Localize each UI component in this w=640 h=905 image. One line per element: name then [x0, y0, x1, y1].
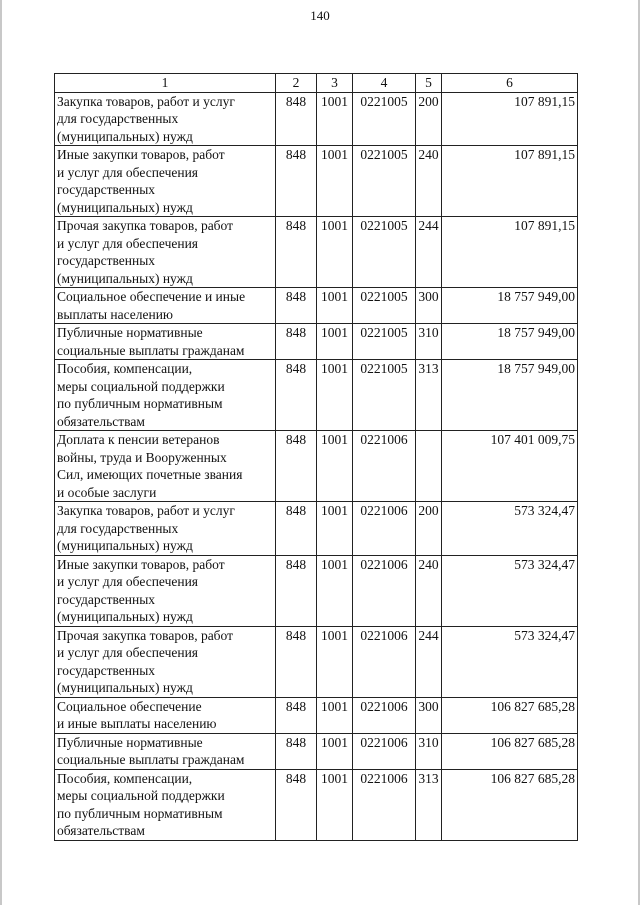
row-code-gr: 848	[276, 288, 317, 324]
row-amount: 106 827 685,28	[442, 697, 578, 733]
row-code-vr: 300	[416, 288, 442, 324]
row-amount: 573 324,47	[442, 502, 578, 556]
table-row	[55, 769, 578, 840]
row-amount: 107 891,15	[442, 217, 578, 288]
table-row	[55, 502, 578, 556]
row-name: Прочая закупка товаров, работ и услуг для обеспечения государственных (муниципальных) нужд	[55, 626, 276, 697]
row-code-cs: 0221005	[353, 288, 416, 324]
row-name: Иные закупки товаров, работ и услуг для обеспечения государственных (муниципальных) нужд	[55, 146, 276, 217]
row-code-cs: 0221005	[353, 217, 416, 288]
row-code-rz: 1001	[317, 360, 353, 431]
row-code-rz: 1001	[317, 769, 353, 840]
row-code-rz: 1001	[317, 92, 353, 146]
row-code-gr: 848	[276, 217, 317, 288]
row-code-cs: 0221006	[353, 626, 416, 697]
row-amount: 107 891,15	[442, 92, 578, 146]
row-code-rz: 1001	[317, 502, 353, 556]
row-code-vr: 310	[416, 324, 442, 360]
row-code-cs: 0221006	[353, 431, 416, 502]
row-code-vr: 240	[416, 555, 442, 626]
row-name: Социальное обеспечение и иные выплаты населению	[55, 288, 276, 324]
table-row	[55, 733, 578, 769]
row-amount: 18 757 949,00	[442, 360, 578, 431]
row-code-gr: 848	[276, 555, 317, 626]
header-col-6: 6	[442, 74, 578, 93]
header-row	[55, 74, 578, 93]
row-code-vr: 310	[416, 733, 442, 769]
row-code-gr: 848	[276, 146, 317, 217]
row-code-gr: 848	[276, 626, 317, 697]
row-name: Закупка товаров, работ и услуг для государственных (муниципальных) нужд	[55, 502, 276, 556]
table-row	[55, 431, 578, 502]
row-code-vr: 300	[416, 697, 442, 733]
row-code-vr: 313	[416, 769, 442, 840]
row-code-rz: 1001	[317, 626, 353, 697]
row-name: Пособия, компенсации, меры социальной поддержки по публичным нормативным обязательствам	[55, 769, 276, 840]
header-col-3: 3	[317, 74, 353, 93]
row-code-gr: 848	[276, 431, 317, 502]
row-code-rz: 1001	[317, 431, 353, 502]
row-amount: 106 827 685,28	[442, 733, 578, 769]
row-name: Публичные нормативные социальные выплаты гражданам	[55, 733, 276, 769]
row-code-rz: 1001	[317, 324, 353, 360]
header-col-2: 2	[276, 74, 317, 93]
table-row	[55, 92, 578, 146]
table-row	[55, 697, 578, 733]
row-code-rz: 1001	[317, 146, 353, 217]
table-row	[55, 555, 578, 626]
table-row	[55, 217, 578, 288]
row-name: Закупка товаров, работ и услуг для государственных (муниципальных) нужд	[55, 92, 276, 146]
table-row	[55, 146, 578, 217]
table-row	[55, 288, 578, 324]
row-amount: 573 324,47	[442, 555, 578, 626]
row-code-cs: 0221005	[353, 146, 416, 217]
row-name: Иные закупки товаров, работ и услуг для обеспечения государственных (муниципальных) нужд	[55, 555, 276, 626]
row-code-cs: 0221006	[353, 769, 416, 840]
row-code-vr: 244	[416, 626, 442, 697]
row-amount: 18 757 949,00	[442, 288, 578, 324]
row-code-gr: 848	[276, 502, 317, 556]
row-name: Социальное обеспечение и иные выплаты населению	[55, 697, 276, 733]
row-code-cs: 0221006	[353, 502, 416, 556]
row-code-gr: 848	[276, 697, 317, 733]
row-name: Доплата к пенсии ветеранов войны, труда и Вооруженных Сил, имеющих почетные звания и особые заслуги	[55, 431, 276, 502]
scan-edge-left	[0, 0, 2, 905]
row-name: Пособия, компенсации, меры социальной поддержки по публичным нормативным обязательствам	[55, 360, 276, 431]
row-name: Публичные нормативные социальные выплаты гражданам	[55, 324, 276, 360]
table-row	[55, 360, 578, 431]
row-code-vr: 200	[416, 92, 442, 146]
row-amount: 18 757 949,00	[442, 324, 578, 360]
page-number: 140	[310, 8, 330, 23]
row-code-vr: 313	[416, 360, 442, 431]
header-col-4: 4	[353, 74, 416, 93]
row-code-gr: 848	[276, 92, 317, 146]
row-code-vr: 240	[416, 146, 442, 217]
row-code-gr: 848	[276, 769, 317, 840]
row-code-rz: 1001	[317, 555, 353, 626]
row-code-vr: 200	[416, 502, 442, 556]
row-code-rz: 1001	[317, 697, 353, 733]
header-col-5: 5	[416, 74, 442, 93]
budget-table	[54, 73, 578, 841]
row-code-rz: 1001	[317, 733, 353, 769]
row-code-cs: 0221005	[353, 92, 416, 146]
table-row	[55, 324, 578, 360]
row-amount: 106 827 685,28	[442, 769, 578, 840]
row-code-rz: 1001	[317, 288, 353, 324]
row-code-rz: 1001	[317, 217, 353, 288]
row-amount: 573 324,47	[442, 626, 578, 697]
row-code-gr: 848	[276, 360, 317, 431]
table-row	[55, 626, 578, 697]
row-code-gr: 848	[276, 324, 317, 360]
row-code-gr: 848	[276, 733, 317, 769]
row-code-cs: 0221006	[353, 555, 416, 626]
row-code-vr	[416, 431, 442, 502]
row-amount: 107 891,15	[442, 146, 578, 217]
row-code-cs: 0221006	[353, 733, 416, 769]
row-name: Прочая закупка товаров, работ и услуг для обеспечения государственных (муниципальных) нужд	[55, 217, 276, 288]
row-code-cs: 0221005	[353, 360, 416, 431]
row-code-cs: 0221005	[353, 324, 416, 360]
table-body	[55, 92, 578, 840]
row-code-cs: 0221006	[353, 697, 416, 733]
row-code-vr: 244	[416, 217, 442, 288]
row-amount: 107 401 009,75	[442, 431, 578, 502]
header-col-1: 1	[55, 74, 276, 93]
